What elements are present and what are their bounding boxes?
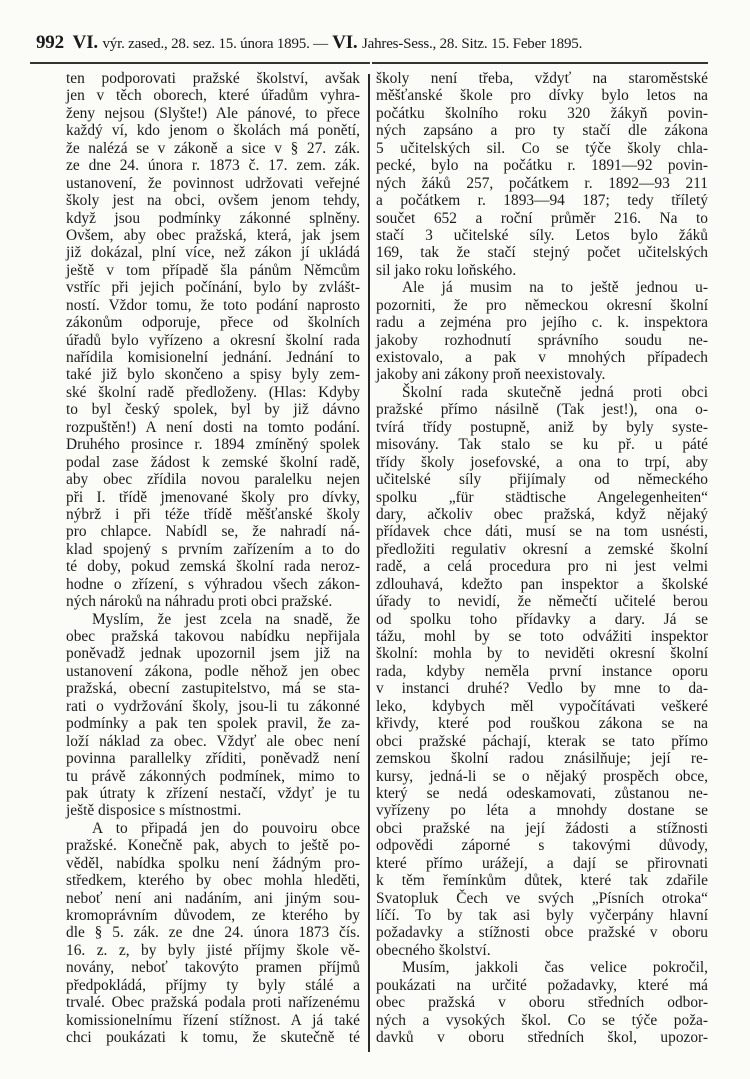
text-line: Svatopluk Čech ve svých „Písních otroka“ [376,889,708,907]
text-line: Druhého prosince r. 1894 zmíněný spolek [66,436,360,454]
text-line: obci pražské páchají, kterak se tato přímo [376,732,708,750]
text-line: při I. třídě jmenované školy pro dívky, [66,488,360,506]
text-line: té doby, pokud zemská školní rada neroz- [66,558,360,576]
text-line: ještě v tom případě šla pánům Němcům [66,261,360,279]
text-line: chci poukázati k tomu, že skutečně té [66,1029,360,1047]
text-line: školy není třeba, vždyť na staroměstské [376,70,708,87]
text-line: rati o vydržování školy, jsou-li tu zákonné [66,697,360,715]
text-line: obecného školství. [376,941,491,959]
text-line: pražská, obecní zastupitelstvo, má se sta- [66,680,360,698]
text-line: školy jest na obci, ovšem jenom tehdy, [66,192,360,210]
text-line: to byl český spolek, byl by již dávno [66,401,360,419]
text-line: pecké, bylo na počátku r. 1891—92 povin- [376,157,708,175]
text-line: pozorniti, že pro německou okresní školní [376,296,708,314]
text-line: ské školní radě předloženy. (Hlas: Kdyby [66,383,360,401]
text-line: také již bylo skončeno a spisy byly zem- [66,366,360,384]
text-line: hodne o zřízení, s výhradou všech zákon- [66,575,360,593]
text-line: požadavky a stížnosti obce pražské v oboru [376,924,708,942]
text-line: dary, ačkoliv obec pražská, když nějaký [376,505,708,523]
text-line: ných nároků na náhradu proti obci pražské. [66,593,333,611]
text-line: ještě disposice s místnostmi. [66,802,242,820]
german-session-info: Jahres-Sess., 28. Sitz. 15. Feber 1895. [362,36,583,52]
text-line: počátku školního roku 320 žákyň povin- [376,104,708,122]
text-line: od spolku toho přídavky a dary. Já se [376,610,708,628]
running-header [36,32,708,54]
text-line: komissionelnímu řízení stížnost. A já také [66,1011,360,1029]
text-line: předložiti regulativ okresní a zemské školní [376,540,708,558]
text-line: úřadů bylo vyřízeno a okresní školní rada [66,331,360,349]
text-line: jakoby ani zákony proň neexistovaly. [376,366,606,384]
text-line: existovalo, a pak v mnohých případech [376,349,708,366]
text-line: 5 učitelských sil. Co se týče školy chla- [376,139,708,157]
text-line: Školní rada skutečně jedná proti obci [402,383,708,401]
text-line: leko, kdybych měl vypočítávati veškeré [376,697,708,715]
text-line: jakoby rozhodnutí správního soudu ne- [376,331,708,349]
text-line: misovány. Tak stalo se ku př. u páté [376,436,708,454]
german-session-number: VI. [332,32,358,53]
text-line: přídavek chce dáti, musí se na tom usnésti, [376,523,708,541]
text-line: poněvadž jednak upozornil jsem již na [66,645,360,663]
text-line: poukázati na určité požadavky, které má [376,976,708,994]
text-line: pak útraty k zřízení nestačí, vždyť je tu [66,784,360,802]
text-line: v instanci druhé? Vedlo by mne to da- [376,680,708,698]
text-line: Myslím, že jest zcela na snadě, že [92,610,360,628]
text-line: ných a vysokých škol. Co se týče poža- [376,1011,708,1029]
text-line: tvírá třídy postupně, aniž by byly syste- [376,418,708,436]
text-line: ustanovení zákona, podle něhož jen obec [66,662,360,680]
text-line: předpokládá, příjmy ty byly stálé a [66,976,360,994]
header-rule-left [30,62,370,64]
text-line: jen v těch oborech, které úřadům vyhra- [66,87,360,105]
text-line: tážu, mohl by se toto odvážiti inspektor [376,628,708,645]
paragraph [66,70,360,611]
text-line: křivdy, které pod rouškou zákona se na [376,715,708,733]
text-line: 169, tak že stačí stejný počet učitelských [376,244,708,262]
text-line: které přímo urážejí, a dají se přirovnati [376,854,708,872]
paragraph [376,70,708,279]
text-line: radě, a celá procedura pro ni jest velmi [376,558,708,576]
text-line: a počátkem r. 1893—94 187; tedy tříletý [376,192,708,210]
text-line: obec pražská v oboru středních odbor- [376,994,708,1012]
text-line: vyřízeny po léta a mnohdy dostane se [376,802,708,820]
text-line: měšťanské škole pro dívky bylo letos na [376,87,708,105]
text-line: Ale já musim na to ještě jednou u- [402,279,708,297]
text-line: novány, neboť takovýto pramen příjmů [66,959,360,977]
text-line: pražské přímo násilně (Tak jest!), ona o- [376,401,708,419]
text-line: ze dne 24. února r. 1873 č. 17. zem. zák. [66,157,360,175]
text-line: pražské. Konečně pak, abych to ještě po- [66,837,360,855]
text-line: loží náklad za obec. Vždyť ale obec není [66,732,360,750]
text-line: neboť není ani nadáním, ani jiným sou- [66,889,360,907]
czech-session-number: VI. [72,32,98,53]
text-line: davků v oboru středních škol, upozor- [376,1029,708,1047]
text-line: podmínky a pak ten spolek pravil, že za- [66,715,360,733]
text-line: ných zapsáno a pro ty stačí dle zákona [376,122,708,140]
text-line: klad spojený s prvním zařízením a to do [66,540,360,558]
text-line: povinna parallelky zříditi, poněvadž není [66,750,360,768]
text-line: každý ví, kdo jenom o školách má ponětí, [66,122,360,140]
text-line: úřady to nevidí, že němečtí učitelé berou [376,593,708,611]
text-line: obec pražská takovou nabídku nepřijala [66,628,360,645]
page-number: 992 [36,32,64,53]
text-line: podal zase žádost k zemské školní radě, [66,453,360,471]
text-line: tu právě zákonných podmínek, mimo to [66,767,360,785]
text-line: který se nedá odeskamovati, zůstanou ne- [376,784,708,802]
text-line: ností. Vždor tomu, že toto podání naprosto [66,296,360,314]
text-line: radu a zejména pro jejího c. k. inspektora [376,314,708,332]
text-line: středkem, kterého by obec mohla hleděti, [66,872,360,890]
text-line: ných žáků 257, počátkem r. 1892—93 211 [376,174,708,192]
text-line: třídy školy josefovské, a ona to trpí, aby [376,453,708,471]
text-line: Ovšem, aby obec pražská, která, jak jsem [66,226,360,244]
text-line: trvalé. Obec pražská podala proti nařízenému [66,994,360,1012]
text-line: sil jako roku loňského. [376,261,517,279]
text-line: vstříc při jejich počínání, bylo by zvlášt- [66,279,360,297]
paragraph [376,279,708,384]
paragraph [376,384,708,959]
text-line: že nalézá se v zákoně a sice v § 27. zák. [66,139,360,157]
text-line: pro chlapce. Nabídl se, že nahradí ná- [66,523,360,541]
text-line: ten podporovati pražské školství, avšak [66,70,360,87]
text-line: kromoprávním důvodem, ze kterého by [66,907,360,924]
text-line: zákonům odporuje, přece od školních [66,314,360,332]
text-line: k těm řemínkům důtek, které tak zdařile [376,872,708,890]
paragraph [376,959,708,1046]
header-rule-right [372,62,708,64]
text-line: rozpuštěn!) A není dosti na tomto podání. [66,418,360,436]
text-line: aby obec zřídila novou paralelku nejen [66,471,360,489]
text-line: 16. z. z, by byly jisté příjmy škole vě- [66,941,360,959]
text-line: odpovědi záporné s takovými důvody, [376,837,708,855]
right-column [376,70,708,1047]
text-line: ustanovení, že povinnost udržovati veřejné [66,174,360,192]
text-line: kursy, jedná-li se o nějaký prospěch obce, [376,767,708,785]
text-line: obci pražské na její žádosti a stížnosti [376,819,708,837]
text-line: učitelské síly přijímaly od německého [376,471,708,489]
text-line: když jsou podmínky zákonné splněny. [66,209,360,227]
left-column [66,70,360,1047]
text-line: součet 652 a roční průměr 216. Na to [376,209,708,227]
text-line: Musím, jakkoli čas velice pokročil, [402,959,708,977]
text-line: líčí. To by tak asi byly vyčerpány hlavní [376,907,708,924]
text-line: nýbrž i při téže třídě měšťanské školy [66,505,360,523]
text-line: nařídila komisionelní jednání. Jednání to [66,349,360,366]
text-line: A to připadá jen do pouvoiru obce [92,819,360,837]
paragraph [66,820,360,1047]
text-line: zemskou školní radou znásilňuje; její re- [376,750,708,768]
text-line: školní: mohla by to neviděti okresní školní [376,645,708,663]
text-line: věděl, nabídka spolku není žádným pro- [66,854,360,872]
text-line: stačí 3 učitelské síly. Letos bylo žáků [376,226,708,244]
paragraph [66,611,360,820]
text-line: zdlouhavá, kdežto pan inspektor a školské [376,575,708,593]
column-divider [368,74,370,1052]
text-line: spolku „für städtische Angelegenheiten“ [376,488,708,506]
text-line: rada, kdyby neměla první instance oporu [376,662,708,680]
text-line: již dokázal, plní více, než zákon jí ukládá [66,244,360,262]
text-line: dle § 5. zák. ze dne 24. února 1873 čís. [66,924,360,942]
text-line: ženy nejsou (Slyšte!) Ale pánové, to přece [66,104,360,122]
czech-session-info: výr. zased., 28. sez. 15. února 1895. — [102,36,328,52]
